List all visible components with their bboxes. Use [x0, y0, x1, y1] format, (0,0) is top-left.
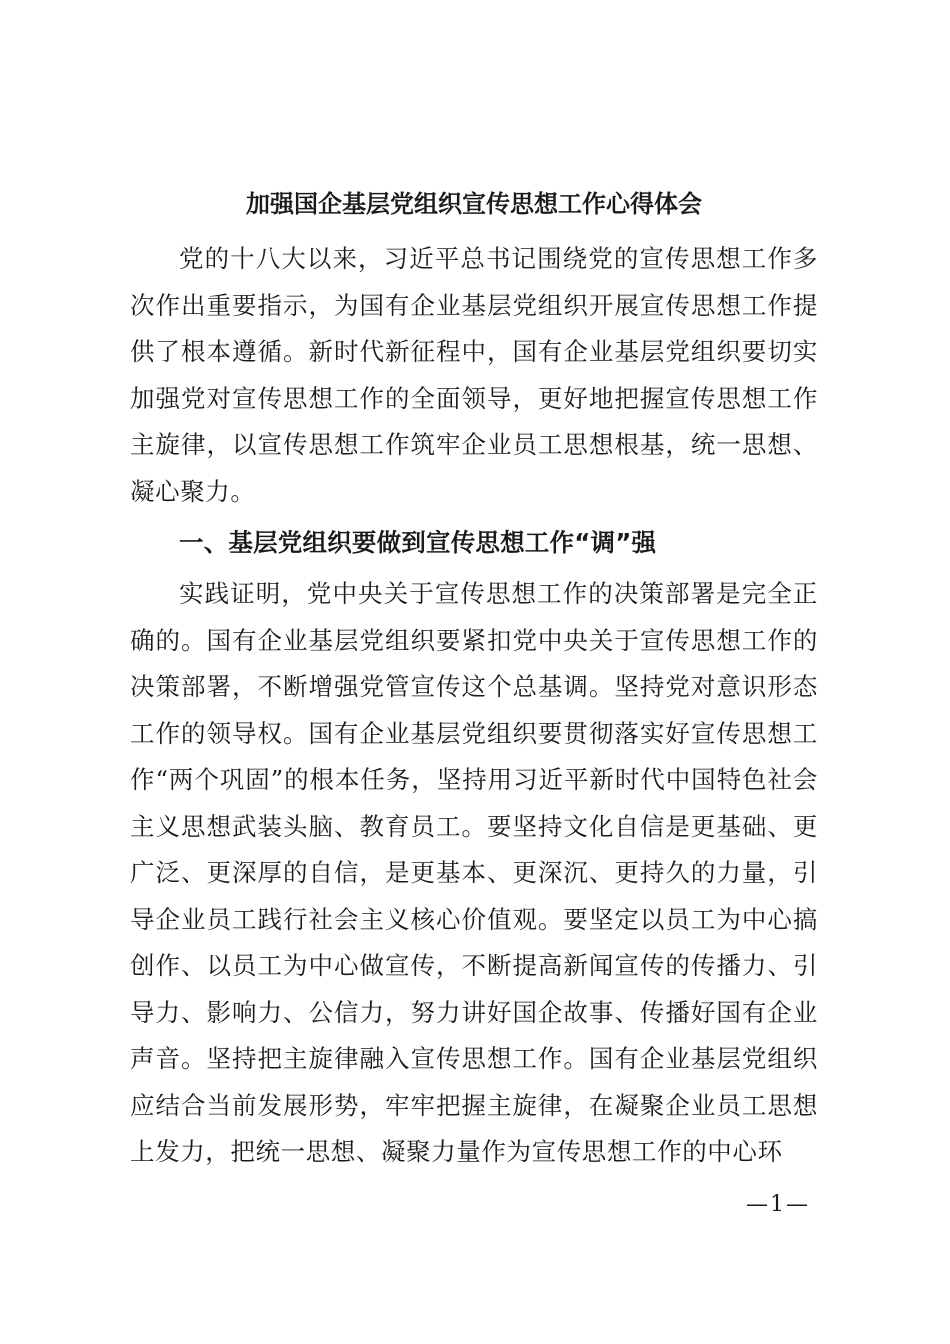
- document-body: [130, 178, 818, 1176]
- page-number: —1—: [746, 1192, 810, 1217]
- intro-paragraph: 党的十八大以来，习近平总书记围绕党的宣传思想工作多次作出重要指示，为国有企业基层党组织开展宣传思想工作提供了根本遵循。新时代新征程中，国有企业基层党组织要切实加强党对宣传思想工作的全面领导，更好地把握宣传思想工作主旋律，以宣传思想工作筑牢企业员工思想根基，统一思想、凝心聚力。: [130, 244, 818, 506]
- section-heading: 一、基层党组织要做到宣传思想工作“调”强: [179, 528, 657, 557]
- document-title: 加强国企基层党组织宣传思想工作心得体会: [246, 189, 702, 218]
- section-paragraph: 实践证明，党中央关于宣传思想工作的决策部署是完全正确的。国有企业基层党组织要紧扣党中央关于宣传思想工作的决策部署，不断增强党管宣传这个总基调。坚持党对意识形态工作的领导权。国有企业基层党组织要贯彻落实好宣传思想工作“两个巩固”的根本任务，坚持用习近平新时代中国特色社会主义思想武装头脑、教育员工。要坚持文化自信是更基础、更广泛、更深厚的自信，是更基本、更深沉、更持久的力量，引导企业员工践行社会主义核心价值观。要坚定以员工为中心搞创作、以员工为中心做宣传，不断提高新闻宣传的传播力、引导力、影响力、公信力，努力讲好国企故事、传播好国有企业声音。坚持把主旋律融入宣传思想工作。国有企业基层党组织应结合当前发展形势，牢牢把握主旋律，在凝聚企业员工思想上发力，把统一思想、凝聚力量作为宣传思想工作的中心环: [130, 579, 818, 1166]
